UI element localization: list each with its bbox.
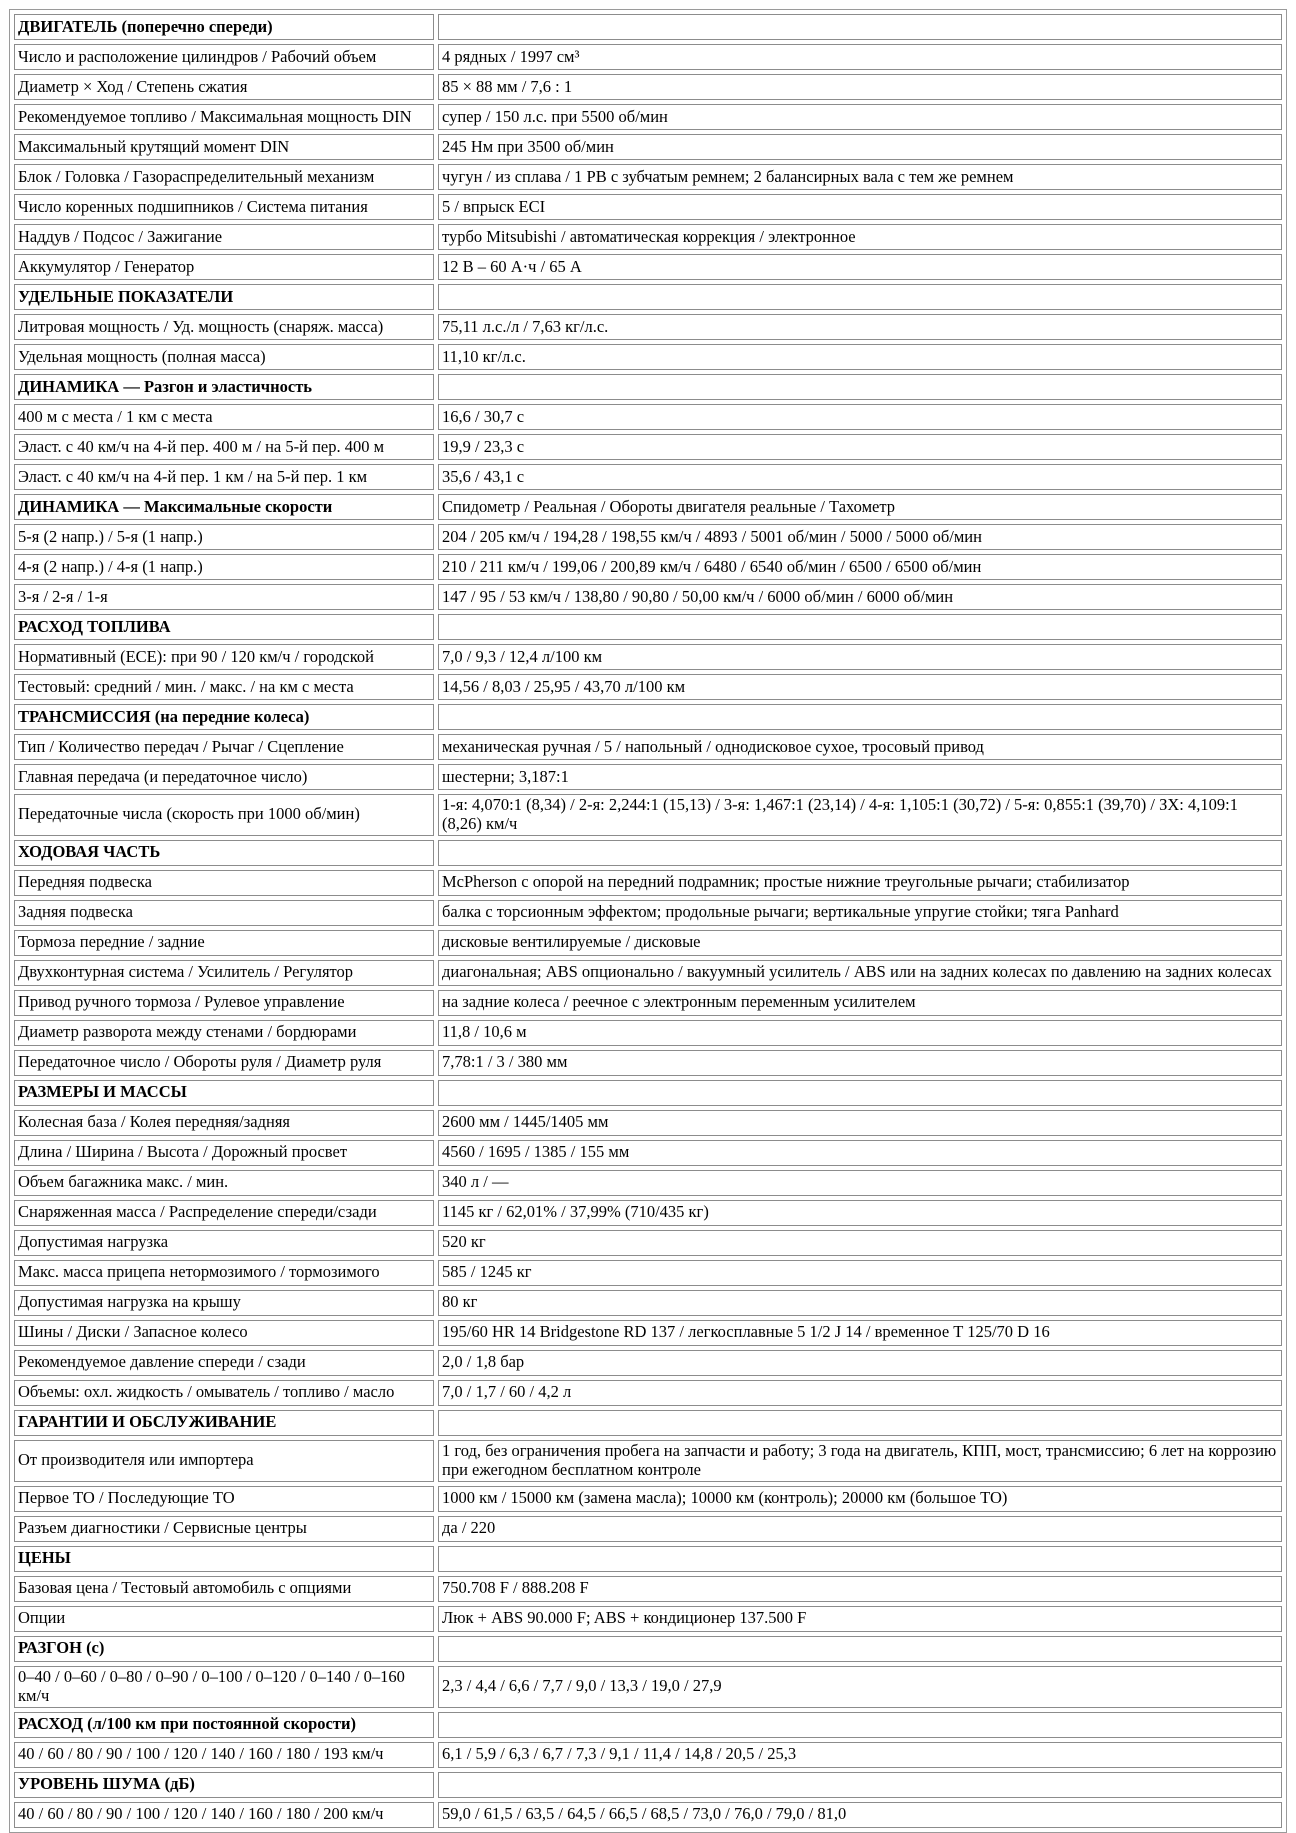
spec-label-cell: 4-я (2 напр.) / 4-я (1 напр.) <box>14 554 434 580</box>
table-row <box>14 464 1282 490</box>
table-row <box>14 1742 1282 1768</box>
table-row <box>14 1140 1282 1166</box>
table-row <box>14 164 1282 190</box>
table-row <box>14 990 1282 1016</box>
spec-label-cell: ДВИГАТЕЛЬ (поперечно спереди) <box>14 14 434 40</box>
spec-label-cell: ГАРАНТИИ И ОБСЛУЖИВАНИЕ <box>14 1410 434 1436</box>
table-row <box>14 1020 1282 1046</box>
spec-label-cell: Колесная база / Колея передняя/задняя <box>14 1110 434 1136</box>
spec-value-cell: 750.708 F / 888.208 F <box>438 1576 1282 1602</box>
spec-value-cell: 1145 кг / 62,01% / 37,99% (710/435 кг) <box>438 1200 1282 1226</box>
spec-value-cell: Спидометр / Реальная / Обороты двигателя реальные / Тахометр <box>438 494 1282 520</box>
table-row <box>14 224 1282 250</box>
spec-value-cell: 16,6 / 30,7 с <box>438 404 1282 430</box>
spec-value-cell: 585 / 1245 кг <box>438 1260 1282 1286</box>
table-row <box>14 1050 1282 1076</box>
section-header-row <box>14 1546 1282 1572</box>
spec-label-cell: От производителя или импортера <box>14 1440 434 1482</box>
section-header-row <box>14 704 1282 730</box>
spec-label-cell: Разъем диагностики / Сервисные центры <box>14 1516 434 1542</box>
spec-value-cell: 6,1 / 5,9 / 6,3 / 6,7 / 7,3 / 9,1 / 11,4 / 14,8 / 20,5 / 25,3 <box>438 1742 1282 1768</box>
spec-label-cell: Нормативный (ECE): при 90 / 120 км/ч / городской <box>14 644 434 670</box>
spec-label-cell: Диаметр разворота между стенами / бордюрами <box>14 1020 434 1046</box>
table-row <box>14 1170 1282 1196</box>
spec-value-cell: McPherson с опорой на передний подрамник; простые нижние треугольные рычаги; стабилизатор <box>438 870 1282 896</box>
section-header-row <box>14 1772 1282 1798</box>
spec-label-cell: Рекомендуемое топливо / Максимальная мощность DIN <box>14 104 434 130</box>
spec-value-cell: шестерни; 3,187:1 <box>438 764 1282 790</box>
spec-value-cell <box>438 14 1282 40</box>
spec-label-cell: Максимальный крутящий момент DIN <box>14 134 434 160</box>
table-row <box>14 1200 1282 1226</box>
spec-label-cell: Базовая цена / Тестовый автомобиль с опциями <box>14 1576 434 1602</box>
spec-label-cell: Рекомендуемое давление спереди / сзади <box>14 1350 434 1376</box>
spec-value-cell: 11,10 кг/л.с. <box>438 344 1282 370</box>
table-row <box>14 44 1282 70</box>
spec-value-cell: 7,0 / 9,3 / 12,4 л/100 км <box>438 644 1282 670</box>
table-row <box>14 930 1282 956</box>
spec-label-cell: ЦЕНЫ <box>14 1546 434 1572</box>
spec-value-cell: 12 В – 60 А·ч / 65 А <box>438 254 1282 280</box>
section-header-row <box>14 1712 1282 1738</box>
spec-value-cell: 5 / впрыск ECI <box>438 194 1282 220</box>
table-row <box>14 1606 1282 1632</box>
table-row <box>14 674 1282 700</box>
table-row <box>14 1380 1282 1406</box>
table-row <box>14 524 1282 550</box>
spec-value-cell: 210 / 211 км/ч / 199,06 / 200,89 км/ч / 6480 / 6540 об/мин / 6500 / 6500 об/мин <box>438 554 1282 580</box>
section-header-row <box>14 614 1282 640</box>
table-row <box>14 1576 1282 1602</box>
section-header-row <box>14 494 1282 520</box>
section-header-row <box>14 1636 1282 1662</box>
spec-value-cell <box>438 1546 1282 1572</box>
spec-value-cell: 7,0 / 1,7 / 60 / 4,2 л <box>438 1380 1282 1406</box>
table-row <box>14 1350 1282 1376</box>
spec-value-cell <box>438 1772 1282 1798</box>
spec-label-cell: Допустимая нагрузка на крышу <box>14 1290 434 1316</box>
spec-label-cell: Диаметр × Ход / Степень сжатия <box>14 74 434 100</box>
spec-value-cell <box>438 840 1282 866</box>
spec-value-cell <box>438 704 1282 730</box>
spec-label-cell: Двухконтурная система / Усилитель / Регулятор <box>14 960 434 986</box>
spec-label-cell: ТРАНСМИССИЯ (на передние колеса) <box>14 704 434 730</box>
spec-label-cell: Эласт. с 40 км/ч на 4-й пер. 1 км / на 5-й пер. 1 км <box>14 464 434 490</box>
table-row <box>14 1802 1282 1828</box>
table-row <box>14 404 1282 430</box>
spec-label-cell: Объемы: охл. жидкость / омыватель / топливо / масло <box>14 1380 434 1406</box>
spec-value-cell <box>438 374 1282 400</box>
table-row <box>14 734 1282 760</box>
spec-label-cell: 400 м с места / 1 км с места <box>14 404 434 430</box>
spec-label-cell: 40 / 60 / 80 / 90 / 100 / 120 / 140 / 160 / 180 / 193 км/ч <box>14 1742 434 1768</box>
spec-label-cell: Длина / Ширина / Высота / Дорожный просвет <box>14 1140 434 1166</box>
spec-value-cell: 1 год, без ограничения пробега на запчасти и работу; 3 года на двигатель, КПП, мост, трансмиссию; 6 лет на коррозию при ежегодном бесплатном контроле <box>438 1440 1282 1482</box>
table-row <box>14 1260 1282 1286</box>
spec-value-cell <box>438 1410 1282 1436</box>
spec-label-cell: Передняя подвеска <box>14 870 434 896</box>
spec-label-cell: ДИНАМИКА — Разгон и эластичность <box>14 374 434 400</box>
spec-label-cell: ДИНАМИКА — Максимальные скорости <box>14 494 434 520</box>
spec-label-cell: Передаточные числа (скорость при 1000 об/мин) <box>14 794 434 836</box>
spec-value-cell: да / 220 <box>438 1516 1282 1542</box>
section-header-row <box>14 14 1282 40</box>
table-row <box>14 900 1282 926</box>
spec-label-cell: Снаряженная масса / Распределение спереди/сзади <box>14 1200 434 1226</box>
spec-label-cell: УДЕЛЬНЫЕ ПОКАЗАТЕЛИ <box>14 284 434 310</box>
spec-label-cell: Допустимая нагрузка <box>14 1230 434 1256</box>
table-row <box>14 554 1282 580</box>
spec-label-cell: Блок / Головка / Газораспределительный механизм <box>14 164 434 190</box>
spec-label-cell: РАСХОД ТОПЛИВА <box>14 614 434 640</box>
table-row <box>14 1666 1282 1708</box>
spec-value-cell: чугун / из сплава / 1 РВ с зубчатым ремнем; 2 балансирных вала с тем же ремнем <box>438 164 1282 190</box>
spec-value-cell: 1-я: 4,070:1 (8,34) / 2-я: 2,244:1 (15,13) / 3-я: 1,467:1 (23,14) / 4-я: 1,105:1 (30,72) / 5-я: 0,855:1 (39,70) / ЗХ: 4,109:1 (8,26) км/ч <box>438 794 1282 836</box>
spec-value-cell: механическая ручная / 5 / напольный / однодисковое сухое, тросовый привод <box>438 734 1282 760</box>
spec-value-cell: 195/60 HR 14 Bridgestone RD 137 / легкосплавные 5 1/2 J 14 / временное T 125/70 D 16 <box>438 1320 1282 1346</box>
spec-table-body <box>14 14 1282 1828</box>
spec-label-cell: 0–40 / 0–60 / 0–80 / 0–90 / 0–100 / 0–120 / 0–140 / 0–160 км/ч <box>14 1666 434 1708</box>
table-row <box>14 764 1282 790</box>
spec-value-cell: 35,6 / 43,1 с <box>438 464 1282 490</box>
spec-label-cell: ХОДОВАЯ ЧАСТЬ <box>14 840 434 866</box>
spec-label-cell: 40 / 60 / 80 / 90 / 100 / 120 / 140 / 160 / 180 / 200 км/ч <box>14 1802 434 1828</box>
table-row <box>14 1230 1282 1256</box>
spec-value-cell: 75,11 л.с./л / 7,63 кг/л.с. <box>438 314 1282 340</box>
table-row <box>14 794 1282 836</box>
spec-value-cell: супер / 150 л.с. при 5500 об/мин <box>438 104 1282 130</box>
spec-value-cell: 340 л / — <box>438 1170 1282 1196</box>
spec-label-cell: 3-я / 2-я / 1-я <box>14 584 434 610</box>
spec-label-cell: Опции <box>14 1606 434 1632</box>
spec-value-cell: 4 рядных / 1997 см³ <box>438 44 1282 70</box>
spec-value-cell: турбо Mitsubishi / автоматическая коррекция / электронное <box>438 224 1282 250</box>
spec-value-cell: 4560 / 1695 / 1385 / 155 мм <box>438 1140 1282 1166</box>
table-row <box>14 74 1282 100</box>
table-row <box>14 194 1282 220</box>
spec-value-cell: 59,0 / 61,5 / 63,5 / 64,5 / 66,5 / 68,5 / 73,0 / 76,0 / 79,0 / 81,0 <box>438 1802 1282 1828</box>
spec-value-cell: 14,56 / 8,03 / 25,95 / 43,70 л/100 км <box>438 674 1282 700</box>
section-header-row <box>14 1410 1282 1436</box>
spec-label-cell: Тормоза передние / задние <box>14 930 434 956</box>
spec-value-cell: 85 × 88 мм / 7,6 : 1 <box>438 74 1282 100</box>
spec-label-cell: Литровая мощность / Уд. мощность (снаряж. масса) <box>14 314 434 340</box>
table-row <box>14 434 1282 460</box>
spec-value-cell: Люк + ABS 90.000 F; ABS + кондиционер 137.500 F <box>438 1606 1282 1632</box>
spec-value-cell <box>438 1636 1282 1662</box>
spec-value-cell <box>438 1712 1282 1738</box>
spec-value-cell <box>438 614 1282 640</box>
table-row <box>14 134 1282 160</box>
spec-value-cell: 2600 мм / 1445/1405 мм <box>438 1110 1282 1136</box>
table-row <box>14 1320 1282 1346</box>
section-header-row <box>14 1080 1282 1106</box>
table-row <box>14 960 1282 986</box>
spec-value-cell: 11,8 / 10,6 м <box>438 1020 1282 1046</box>
spec-value-cell: 147 / 95 / 53 км/ч / 138,80 / 90,80 / 50,00 км/ч / 6000 об/мин / 6000 об/мин <box>438 584 1282 610</box>
spec-label-cell: Шины / Диски / Запасное колесо <box>14 1320 434 1346</box>
spec-label-cell: Аккумулятор / Генератор <box>14 254 434 280</box>
spec-label-cell: РАСХОД (л/100 км при постоянной скорости) <box>14 1712 434 1738</box>
spec-value-cell <box>438 284 1282 310</box>
table-row <box>14 1290 1282 1316</box>
spec-label-cell: Тестовый: средний / мин. / макс. / на км с места <box>14 674 434 700</box>
spec-value-cell: 245 Нм при 3500 об/мин <box>438 134 1282 160</box>
spec-label-cell: Тип / Количество передач / Рычаг / Сцепление <box>14 734 434 760</box>
spec-value-cell: 1000 км / 15000 км (замена масла); 10000 км (контроль); 20000 км (большое ТО) <box>438 1486 1282 1512</box>
table-row <box>14 1440 1282 1482</box>
section-header-row <box>14 840 1282 866</box>
spec-label-cell: Наддув / Подсос / Зажигание <box>14 224 434 250</box>
spec-table <box>9 9 1287 1833</box>
table-row <box>14 1110 1282 1136</box>
table-row <box>14 314 1282 340</box>
table-row <box>14 1516 1282 1542</box>
spec-value-cell: 80 кг <box>438 1290 1282 1316</box>
spec-value-cell: дисковые вентилируемые / дисковые <box>438 930 1282 956</box>
spec-value-cell: 520 кг <box>438 1230 1282 1256</box>
table-row <box>14 644 1282 670</box>
spec-label-cell: РАЗГОН (с) <box>14 1636 434 1662</box>
spec-label-cell: Главная передача (и передаточное число) <box>14 764 434 790</box>
spec-value-cell: на задние колеса / реечное с электронным переменным усилителем <box>438 990 1282 1016</box>
spec-label-cell: Число и расположение цилиндров / Рабочий объем <box>14 44 434 70</box>
spec-value-cell: диагональная; ABS опционально / вакуумный усилитель / ABS или на задних колесах по давлению на задних колесах <box>438 960 1282 986</box>
spec-label-cell: Объем багажника макс. / мин. <box>14 1170 434 1196</box>
table-row <box>14 1486 1282 1512</box>
spec-label-cell: РАЗМЕРЫ И МАССЫ <box>14 1080 434 1106</box>
spec-label-cell: Первое ТО / Последующие ТО <box>14 1486 434 1512</box>
section-header-row <box>14 374 1282 400</box>
table-row <box>14 254 1282 280</box>
spec-value-cell: балка с торсионным эффектом; продольные рычаги; вертикальные упругие стойки; тяга Panhard <box>438 900 1282 926</box>
spec-value-cell: 204 / 205 км/ч / 194,28 / 198,55 км/ч / 4893 / 5001 об/мин / 5000 / 5000 об/мин <box>438 524 1282 550</box>
spec-value-cell: 19,9 / 23,3 с <box>438 434 1282 460</box>
table-row <box>14 344 1282 370</box>
spec-value-cell <box>438 1080 1282 1106</box>
spec-label-cell: Передаточное число / Обороты руля / Диаметр руля <box>14 1050 434 1076</box>
section-header-row <box>14 284 1282 310</box>
spec-label-cell: Число коренных подшипников / Система питания <box>14 194 434 220</box>
spec-label-cell: Эласт. с 40 км/ч на 4-й пер. 400 м / на 5-й пер. 400 м <box>14 434 434 460</box>
spec-label-cell: Макс. масса прицепа нетормозимого / тормозимого <box>14 1260 434 1286</box>
spec-label-cell: УРОВЕНЬ ШУМА (дБ) <box>14 1772 434 1798</box>
table-row <box>14 104 1282 130</box>
spec-label-cell: Задняя подвеска <box>14 900 434 926</box>
table-row <box>14 870 1282 896</box>
spec-label-cell: Привод ручного тормоза / Рулевое управление <box>14 990 434 1016</box>
spec-label-cell: Удельная мощность (полная масса) <box>14 344 434 370</box>
spec-label-cell: 5-я (2 напр.) / 5-я (1 напр.) <box>14 524 434 550</box>
spec-value-cell: 2,0 / 1,8 бар <box>438 1350 1282 1376</box>
spec-value-cell: 2,3 / 4,4 / 6,6 / 7,7 / 9,0 / 13,3 / 19,0 / 27,9 <box>438 1666 1282 1708</box>
table-row <box>14 584 1282 610</box>
spec-value-cell: 7,78:1 / 3 / 380 мм <box>438 1050 1282 1076</box>
